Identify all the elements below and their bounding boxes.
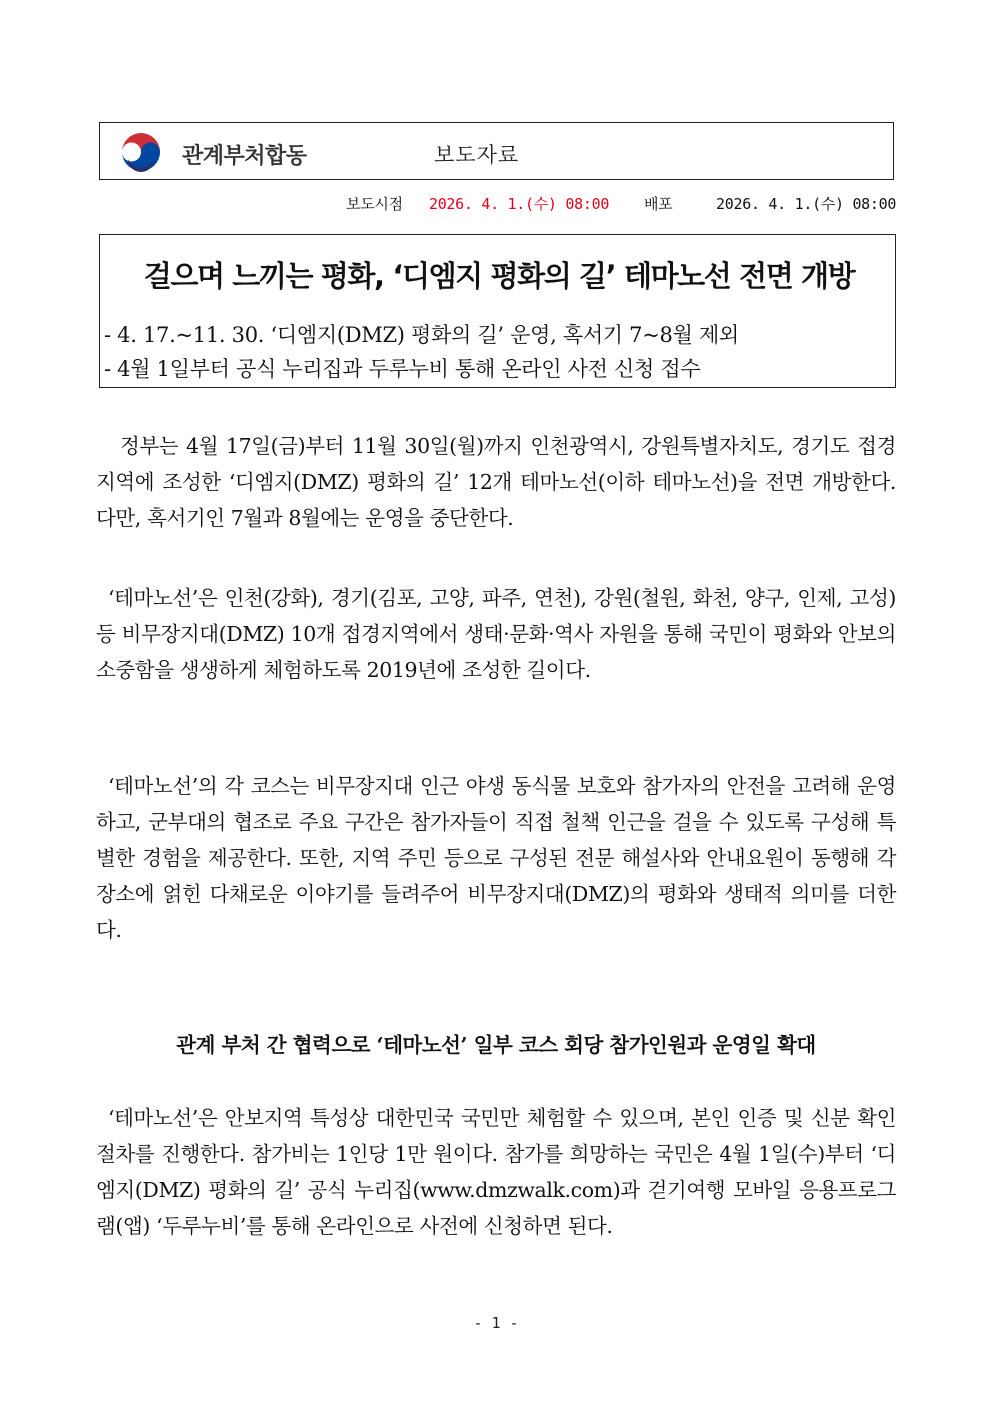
section-heading: 관계 부처 간 협력으로 ‘테마노선’ 일부 코스 회당 참가인원과 운영일 확대	[176, 1033, 816, 1057]
document-type: 보도자료	[434, 143, 520, 167]
distribution-value: 2026. 4. 1.(수) 08:00	[716, 195, 897, 213]
headline-title: 걸으며 느끼는 평화, ‘디엠지 평화의 길’ 테마노선 전면 개방	[143, 259, 855, 293]
body-paragraph: ‘테마노선’은 안보지역 특성상 대한민국 국민만 체험할 수 있으며, 본인 인증 및 신분 확인 절차를 진행한다. 참가비는 1인당 1만 원이다. 참가를 희망하는 국민은 4월 1일(수)부터 ‘디엠지(DMZ) 평화의 길’ 공식 누리집(www.dmzwalk.com)과 걷기여행 모바일 응용프로그램(앱) ‘두루누비’를 통해 온라인으로 사전에 신청하면 된다.	[96, 1106, 896, 1238]
embargo-value: 2026. 4. 1.(수) 08:00	[428, 195, 610, 213]
embargo-label: 보도시점	[346, 195, 403, 213]
organization-name: 관계부처합동	[182, 144, 307, 169]
header-box	[99, 122, 894, 180]
release-info	[346, 193, 896, 214]
headline-subtitle: - 4월 1일부터 공식 누리집과 두루누비 통해 온라인 사전 신청 접수	[104, 357, 701, 381]
page-number: - 1 -	[473, 1314, 519, 1332]
headline-subtitle: - 4. 17.~11. 30. ‘디엠지(DMZ) 평화의 길’ 운영, 혹서기 7~8월 제외	[104, 323, 739, 347]
government-emblem-icon	[118, 129, 164, 175]
distribution-label: 배포	[643, 195, 673, 213]
headline-box	[99, 234, 896, 388]
body-paragraph: 정부는 4월 17일(금)부터 11월 30일(월)까지 인천광역시, 강원특별자치도, 경기도 접경지역에 조성한 ‘디엠지(DMZ) 평화의 길’ 12개 테마노선(이하 테마노선)을 전면 개방한다. 다만, 혹서기인 7월과 8월에는 운영을 중단한다.	[96, 434, 896, 530]
body-paragraph: ‘테마노선’의 각 코스는 비무장지대 인근 야생 동식물 보호와 참가자의 안전을 고려해 운영하고, 군부대의 협조로 주요 구간은 참가자들이 직접 철책 인근을 걸을 수 있도록 구성해 특별한 경험을 제공한다. 또한, 지역 주민 등으로 구성된 전문 해설사와 안내요원이 동행해 각 장소에 얽힌 다채로운 이야기를 들려주어 비무장지대(DMZ)의 평화와 생태적 의미를 더한다.	[96, 774, 896, 942]
body-paragraph: ‘테마노선’은 인천(강화), 경기(김포, 고양, 파주, 연천), 강원(철원, 화천, 양구, 인제, 고성) 등 비무장지대(DMZ) 10개 접경지역에서 생태·문화·역사 자원을 통해 국민이 평화와 안보의 소중함을 생생하게 체험하도록 2019년에 조성한 길이다.	[96, 586, 896, 682]
